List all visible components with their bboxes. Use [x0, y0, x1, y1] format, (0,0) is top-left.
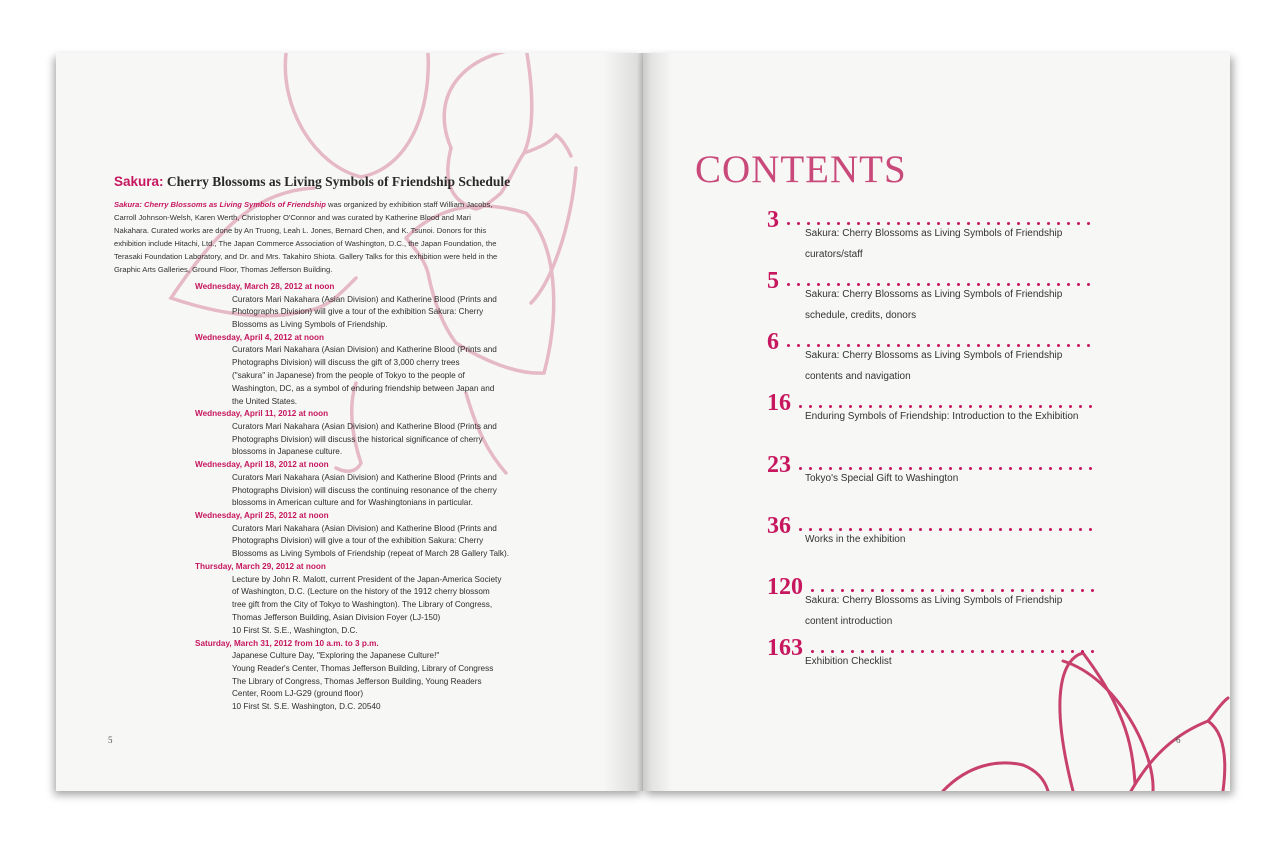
dot [979, 528, 982, 531]
dot [797, 283, 800, 286]
dot [787, 283, 790, 286]
dot [1091, 589, 1094, 592]
event-description-line: Curators Mari Nakahara (Asian Division) and Katherine Blood (Prints and [232, 421, 497, 431]
intro-body: was organized by exhibition staff William Jacobs, Carroll Johnson-Welsh, Karen Werth, Christopher O'Connor and was curated by Katherine Blood and Mari Nakahara. Curated works are done by An Truong, Leah L. Jones, Bernard Chen, and K. Tsunoi. Donors for this exhibition include Hitachi, Ltd., The Japan Commerce Association of Washington, D.C., the Japan Foundation, the Terasaki Foundation Laboratory, and Dr. and Mrs. Takahiro Shiota. Gallery Talks for this exhibition were held in the Graphic Arts Galleries, Ground Floor, Thomas Jefferson Building. [114, 200, 498, 274]
event-date: Wednesday, April 4, 2012 at noon [195, 332, 325, 342]
entry-page-number: 16 [767, 390, 791, 416]
entry-title-line: Works in the exhibition [805, 534, 906, 545]
page-number-left: 5 [108, 735, 113, 745]
schedule-list [195, 281, 535, 714]
entry-title [805, 345, 1062, 387]
event-description-line: Japanese Culture Day, "Exploring the Japanese Culture!" [232, 651, 440, 661]
dot [919, 528, 922, 531]
dot [1079, 467, 1082, 470]
entry-title-line: content introduction [805, 616, 893, 627]
dot [931, 650, 934, 653]
event-description-line: blossoms in Japanese culture. [232, 447, 343, 457]
event-description-line: Curators Mari Nakahara (Asian Division) and Katherine Blood (Prints and [232, 523, 497, 533]
dot [1069, 528, 1072, 531]
dot [969, 467, 972, 470]
entry-title [805, 590, 1062, 632]
dot [1021, 650, 1024, 653]
dot [1081, 650, 1084, 653]
entry-title-line: Sakura: Cherry Blossoms as Living Symbols of Friendship [805, 595, 1063, 606]
dot [1019, 528, 1022, 531]
event-description-line: tree gift from the City of Tokyo to Washington). The Library of Congress, [232, 600, 493, 610]
dot [1001, 650, 1004, 653]
dot [1077, 283, 1080, 286]
dot [1089, 405, 1092, 408]
contents-entry[interactable] [767, 328, 1097, 392]
dot [1089, 467, 1092, 470]
intro-lead: Sakura: Cherry Blossoms as Living Symbols of Friendship [114, 200, 326, 209]
event-date: Thursday, March 29, 2012 at noon [195, 562, 326, 572]
dot [1089, 528, 1092, 531]
event-description-line: 10 First St. S.E. Washington, D.C. 20540 [232, 702, 381, 712]
dot [1067, 344, 1070, 347]
dot [1087, 222, 1090, 225]
dot [1009, 528, 1012, 531]
dot [921, 650, 924, 653]
entry-title-line: curators/staff [805, 249, 863, 260]
dot [1041, 650, 1044, 653]
dot [959, 467, 962, 470]
dot [909, 528, 912, 531]
contents-entry[interactable] [767, 451, 1097, 515]
dot [1067, 222, 1070, 225]
schedule-heading [114, 174, 510, 190]
dot [1049, 467, 1052, 470]
event-description-line: the United States. [232, 396, 298, 406]
dot [999, 467, 1002, 470]
right-page [643, 53, 1230, 791]
dot [1091, 650, 1094, 653]
event-description-line: Blossoms as Living Symbols of Friendship (repeat of March 28 Gallery Talk). [232, 549, 509, 559]
event-description-line: of Washington, D.C. (Lecture on the history of the 1912 cherry blossom [232, 587, 490, 597]
dot [1079, 405, 1082, 408]
dot [1087, 283, 1090, 286]
event-description-line: Photographs Division) will discuss the continuing resonance of the cherry [232, 485, 497, 495]
event-description-line: Washington, DC, as a symbol of enduring friendship between Japan and [232, 383, 495, 393]
dot [981, 650, 984, 653]
event-date: Wednesday, March 28, 2012 at noon [195, 282, 335, 291]
dot [1009, 467, 1012, 470]
intro-paragraph [114, 199, 506, 276]
dot [787, 222, 790, 225]
entry-title [805, 529, 905, 550]
event-description-line: 10 First St. S.E., Washington, D.C. [232, 625, 358, 635]
event-description-line: Curators Mari Nakahara (Asian Division) and Katherine Blood (Prints and [232, 472, 497, 482]
entry-title [805, 651, 892, 672]
dot [1059, 467, 1062, 470]
event-description-line: Thomas Jefferson Building, Asian Division Foyer (LJ-150) [232, 612, 441, 622]
event-description-line: Photographs Division) will give a tour of the exhibition Sakura: Cherry [232, 307, 484, 317]
contents-entry[interactable] [767, 267, 1097, 331]
contents-entry[interactable] [767, 634, 1097, 698]
event-description-line: ("sakura" in Japanese) from the people of Tokyo to the people of [232, 370, 465, 380]
dot [999, 528, 1002, 531]
dot [911, 650, 914, 653]
event-description-line: Photographs Division) will discuss the gift of 3,000 cherry trees [232, 358, 460, 368]
dot [1081, 589, 1084, 592]
dot [799, 528, 802, 531]
event-description-line: Lecture by John R. Malott, current President of the Japan-America Society [232, 574, 502, 584]
dot [1039, 467, 1042, 470]
dot [1011, 650, 1014, 653]
dot [1071, 650, 1074, 653]
dot [941, 650, 944, 653]
entry-page-number: 36 [767, 513, 791, 539]
event-description-line: Blossoms as Living Symbols of Friendship. [232, 320, 388, 330]
dot [797, 222, 800, 225]
contents-entry[interactable] [767, 206, 1097, 270]
page-number-right: 6 [1176, 735, 1181, 745]
dot [1029, 467, 1032, 470]
dot [901, 650, 904, 653]
dot [979, 467, 982, 470]
dot [939, 528, 942, 531]
event-description-line: The Library of Congress, Thomas Jefferson Building, Young Readers [232, 676, 482, 686]
entry-page-number: 6 [767, 329, 779, 355]
entry-page-number: 120 [767, 574, 803, 600]
event-description-line: Curators Mari Nakahara (Asian Division) and Katherine Blood (Prints and [232, 294, 497, 304]
entry-title-line: schedule, credits, donors [805, 310, 917, 321]
event-date: Wednesday, April 11, 2012 at noon [195, 409, 329, 419]
dot [787, 344, 790, 347]
entry-title-line: Sakura: Cherry Blossoms as Living Symbols of Friendship [805, 289, 1063, 300]
dot [1039, 528, 1042, 531]
entry-title [805, 223, 1062, 265]
contents-entry[interactable] [767, 573, 1097, 637]
entry-title-line: contents and navigation [805, 371, 911, 382]
dot [1077, 344, 1080, 347]
dot [959, 528, 962, 531]
entry-page-number: 163 [767, 635, 803, 661]
entry-title-line: Sakura: Cherry Blossoms as Living Symbols of Friendship [805, 350, 1063, 361]
entry-title-line: Tokyo's Special Gift to Washington [805, 473, 959, 484]
entry-title-line: Exhibition Checklist [805, 656, 892, 667]
event-description-line: Young Reader's Center, Thomas Jefferson Building, Library of Congress [232, 663, 494, 673]
dot [989, 528, 992, 531]
dot [1049, 528, 1052, 531]
dot [929, 528, 932, 531]
heading-brand: Sakura: [114, 174, 164, 189]
contents-title: CONTENTS [695, 148, 907, 191]
entry-title [805, 468, 958, 489]
entry-page-number: 23 [767, 452, 791, 478]
heading-title: Cherry Blossoms as Living Symbols of Friendship Schedule [163, 174, 511, 189]
dot [799, 467, 802, 470]
event-description-line: Curators Mari Nakahara (Asian Division) and Katherine Blood (Prints and [232, 345, 497, 355]
event-description-line: Center, Room LJ-G29 (ground floor) [232, 689, 364, 699]
left-page [56, 53, 643, 791]
dot [971, 650, 974, 653]
entry-title-line: Sakura: Cherry Blossoms as Living Symbols of Friendship [805, 228, 1063, 239]
dot [1031, 650, 1034, 653]
contents-entry[interactable] [767, 389, 1097, 453]
dot [799, 405, 802, 408]
dot [797, 344, 800, 347]
dot [1059, 528, 1062, 531]
dot [1061, 650, 1064, 653]
dot [991, 650, 994, 653]
entry-page-number: 5 [767, 268, 779, 294]
event-date: Saturday, March 31, 2012 from 10 a.m. to 3 p.m. [195, 638, 379, 648]
event-date: Wednesday, April 18, 2012 at noon [195, 460, 329, 470]
dot [1051, 650, 1054, 653]
dot [949, 528, 952, 531]
dot [1071, 589, 1074, 592]
dot [1067, 283, 1070, 286]
event-date: Wednesday, April 25, 2012 at noon [195, 511, 329, 521]
entry-title [805, 284, 1062, 326]
entry-title-line: Enduring Symbols of Friendship: Introduction to the Exhibition [805, 411, 1079, 422]
dot [1029, 528, 1032, 531]
entry-page-number: 3 [767, 207, 779, 233]
event-description-line: Photographs Division) will discuss the historical significance of cherry [232, 434, 483, 444]
contents-entry[interactable] [767, 512, 1097, 576]
entry-title [805, 406, 1079, 427]
dot [1079, 528, 1082, 531]
dot [1069, 467, 1072, 470]
dot [969, 528, 972, 531]
dot [961, 650, 964, 653]
event-description-line: Photographs Division) will give a tour of the exhibition Sakura: Cherry [232, 536, 484, 546]
dot [951, 650, 954, 653]
dot [1087, 344, 1090, 347]
dot [989, 467, 992, 470]
dot [1019, 467, 1022, 470]
event-description-line: blossoms in American culture and for Washingtonians in particular. [232, 498, 473, 508]
dot [1077, 222, 1080, 225]
